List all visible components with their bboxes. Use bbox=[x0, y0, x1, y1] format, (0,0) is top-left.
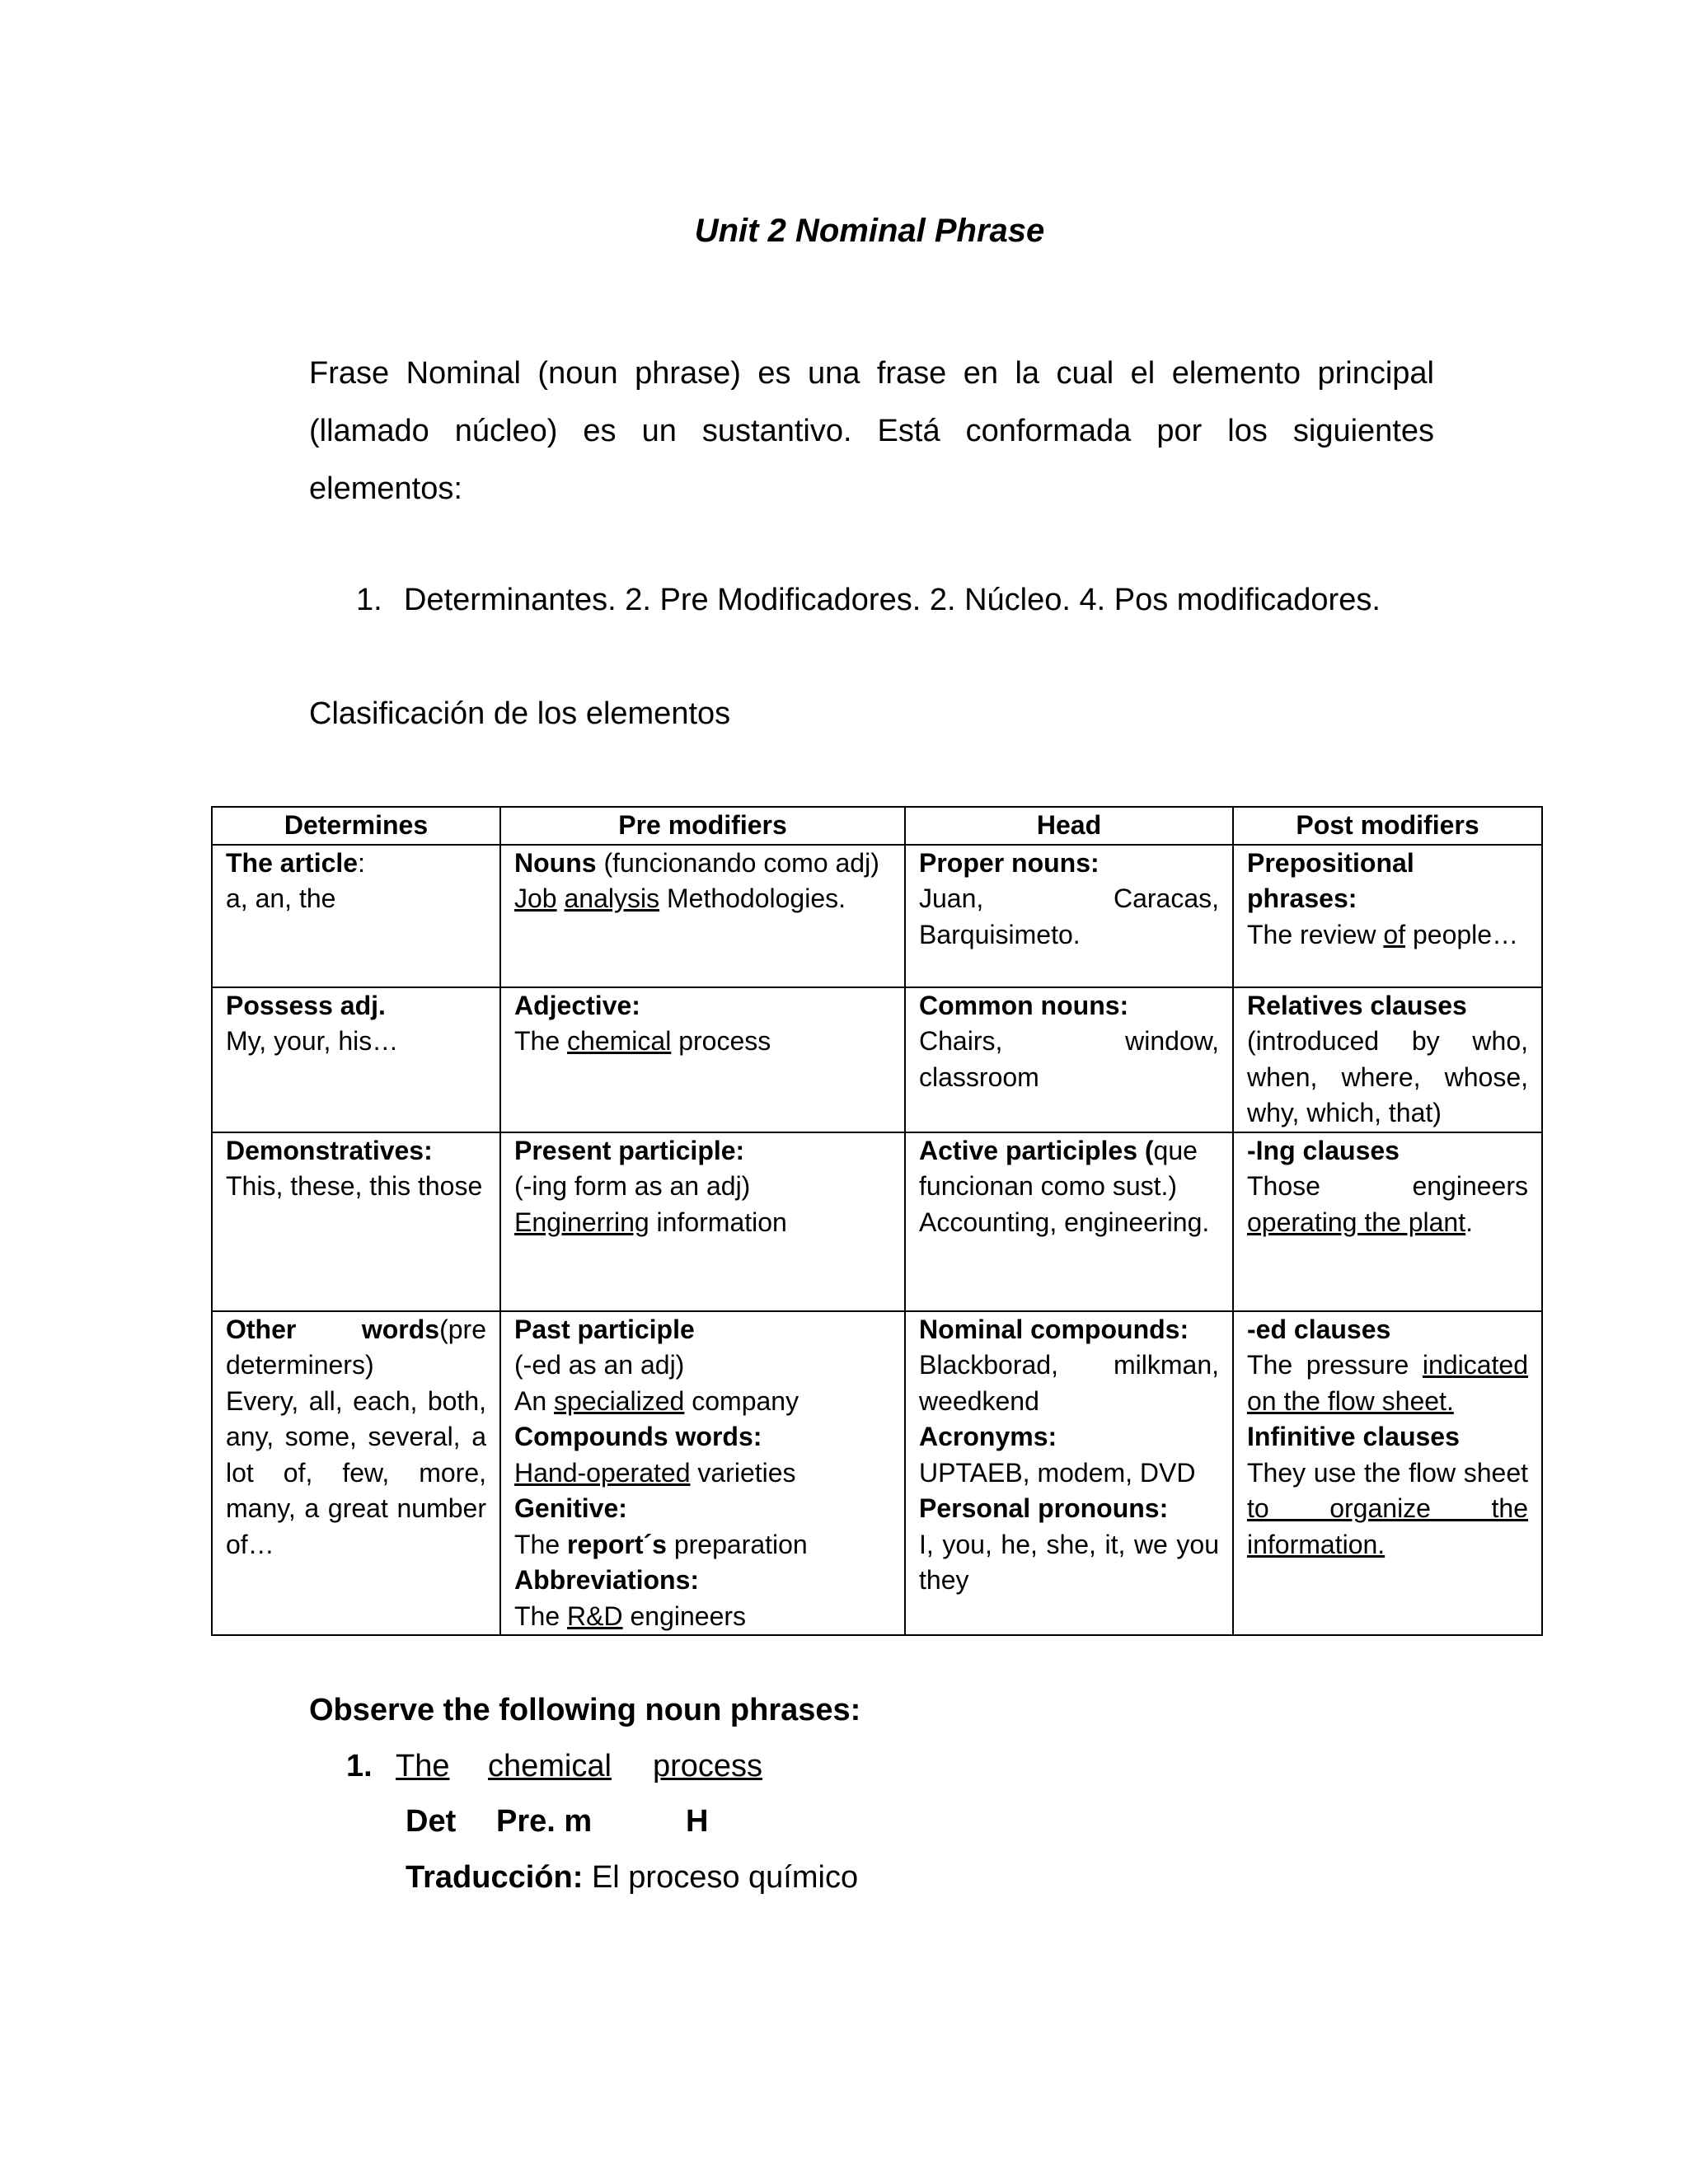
cell-text: They use the flow sheet bbox=[1247, 1457, 1528, 1488]
cell-label: Possess adj. bbox=[226, 990, 386, 1020]
cell-label: Common nouns: bbox=[919, 990, 1129, 1020]
cell-text: An bbox=[514, 1385, 547, 1416]
cell-text: (-ing form as an adj) bbox=[514, 1171, 751, 1201]
noun-phrase-elements-table bbox=[211, 806, 1543, 1636]
underlined-word: specialized bbox=[554, 1385, 685, 1416]
intro-paragraph: Frase Nominal (noun phrase) es una frase en la cual el elemento principal (llamado núcleo) es un sustantivo. Está conformada por los siguientes elementos: bbox=[309, 356, 1434, 506]
cell-text: My, your, his… bbox=[226, 1026, 399, 1056]
example-word-head: process bbox=[653, 1749, 763, 1783]
cell-nouns bbox=[500, 845, 905, 987]
cell-nominal-compounds bbox=[905, 1311, 1233, 1636]
cell-adjective bbox=[500, 987, 905, 1132]
underlined-phrase: to organize the information. bbox=[1247, 1493, 1528, 1559]
header-pre-modifiers: Pre modifiers bbox=[500, 807, 905, 845]
example-tag-det: Det bbox=[406, 1804, 457, 1839]
cell-demonstratives bbox=[212, 1132, 500, 1311]
example-tag-head: H bbox=[686, 1804, 709, 1839]
cell-text: Juan, Caracas, Barquisimeto. bbox=[919, 883, 1219, 949]
underlined-word: Hand-operated bbox=[514, 1457, 691, 1488]
example-tag-premod: Pre. m bbox=[496, 1804, 593, 1839]
cell-label: Prepositional phrases: bbox=[1247, 847, 1414, 913]
cell-text: que funcionan como sust.) bbox=[919, 1135, 1198, 1201]
table-header-row bbox=[212, 807, 1542, 845]
table-row bbox=[212, 1311, 1542, 1636]
cell-text: I, you, he, she, it, we you they bbox=[919, 1529, 1219, 1595]
cell-text: process bbox=[678, 1026, 771, 1056]
example-word-det: The bbox=[396, 1749, 450, 1783]
cell-article bbox=[212, 845, 500, 987]
bold-word: report´s bbox=[567, 1529, 667, 1559]
cell-text: engineers bbox=[630, 1601, 747, 1631]
cell-text: preparation bbox=[673, 1529, 808, 1559]
cell-label: Nouns bbox=[514, 847, 597, 878]
cell-text: (pre determiners) bbox=[226, 1314, 486, 1380]
list-number: 1. bbox=[356, 583, 382, 617]
document-title: Unit 2 Nominal Phrase bbox=[694, 213, 1045, 249]
cell-possess-adj bbox=[212, 987, 500, 1132]
underlined-word: analysis bbox=[564, 883, 660, 913]
cell-text: The bbox=[514, 1601, 560, 1631]
cell-text: The bbox=[514, 1026, 560, 1056]
cell-label: Personal pronouns: bbox=[919, 1493, 1169, 1523]
cell-text: Every, all, each, both, any, some, several, a lot of, few, more, many, a great number of… bbox=[226, 1385, 486, 1559]
cell-label: Proper nouns: bbox=[919, 847, 1100, 878]
list-text: Determinantes. 2. Pre Modificadores. 2. Núcleo. 4. Pos modificadores. bbox=[404, 583, 1381, 617]
translation-text: El proceso químico bbox=[591, 1860, 859, 1895]
cell-text: (introduced by who, when, where, whose, why, which, that) bbox=[1247, 1026, 1528, 1127]
cell-label: Acronyms: bbox=[919, 1422, 1057, 1451]
table-row bbox=[212, 1132, 1542, 1311]
cell-label: Infinitive clauses bbox=[1247, 1422, 1460, 1451]
cell-ed-clauses bbox=[1233, 1311, 1542, 1636]
cell-label: Active participles ( bbox=[919, 1135, 1154, 1165]
cell-text: Accounting, engineering. bbox=[919, 1207, 1210, 1237]
cell-text: The pressure bbox=[1247, 1350, 1409, 1380]
cell-other-words bbox=[212, 1311, 500, 1636]
underlined-phrase: operating the plant bbox=[1247, 1207, 1466, 1237]
cell-label: Genitive: bbox=[514, 1493, 627, 1523]
underlined-word: Job bbox=[514, 883, 557, 913]
cell-text: (funcionando como adj) bbox=[603, 847, 879, 878]
cell-label: Relatives clauses bbox=[1247, 990, 1467, 1020]
cell-text: . bbox=[1465, 1207, 1473, 1237]
table-row bbox=[212, 845, 1542, 987]
cell-text: Those engineers bbox=[1247, 1171, 1528, 1201]
cell-label: Adjective: bbox=[514, 990, 640, 1020]
cell-prepositional-phrases bbox=[1233, 845, 1542, 987]
example-translation bbox=[406, 1854, 858, 1900]
header-determines: Determines bbox=[212, 807, 500, 845]
cell-text: UPTAEB, modem, DVD bbox=[919, 1457, 1196, 1488]
cell-label: Other words bbox=[226, 1314, 440, 1344]
underlined-word: chemical bbox=[567, 1026, 672, 1056]
cell-label: Nominal compounds: bbox=[919, 1314, 1189, 1344]
header-head: Head bbox=[905, 807, 1233, 845]
cell-common-nouns bbox=[905, 987, 1233, 1132]
underlined-word: Enginerring bbox=[514, 1207, 649, 1237]
cell-text: (-ed as an adj) bbox=[514, 1350, 685, 1380]
examples-heading: Observe the following noun phrases: bbox=[309, 1693, 861, 1727]
cell-label: Past participle bbox=[514, 1314, 695, 1344]
cell-label: -Ing clauses bbox=[1247, 1135, 1400, 1165]
example-word-premod: chemical bbox=[488, 1749, 612, 1783]
underlined-word: R&D bbox=[567, 1601, 623, 1631]
cell-label: Present participle: bbox=[514, 1135, 745, 1165]
cell-text: information bbox=[656, 1207, 787, 1237]
cell-text: This, these, this those bbox=[226, 1171, 483, 1201]
cell-active-participles bbox=[905, 1132, 1233, 1311]
table-row bbox=[212, 987, 1542, 1132]
cell-past-participle bbox=[500, 1311, 905, 1636]
cell-text: Chairs, window, classroom bbox=[919, 1026, 1219, 1092]
translation-label: Traducción: bbox=[406, 1860, 584, 1895]
cell-text: : bbox=[358, 847, 365, 878]
cell-label: -ed clauses bbox=[1247, 1314, 1391, 1344]
underlined-word: of bbox=[1383, 919, 1406, 949]
cell-text: The review bbox=[1247, 919, 1376, 949]
cell-text: varieties bbox=[697, 1457, 796, 1488]
cell-text: people… bbox=[1412, 919, 1519, 949]
cell-ing-clauses bbox=[1233, 1132, 1542, 1311]
cell-text: company bbox=[692, 1385, 799, 1416]
classification-heading: Clasificación de los elementos bbox=[309, 696, 731, 731]
cell-label: Demonstratives: bbox=[226, 1135, 433, 1165]
cell-text: Methodologies. bbox=[666, 883, 846, 913]
example-number: 1. bbox=[346, 1749, 373, 1783]
cell-proper-nouns bbox=[905, 845, 1233, 987]
cell-label: The article bbox=[226, 847, 359, 878]
cell-text: The bbox=[514, 1529, 560, 1559]
cell-label: Compounds words: bbox=[514, 1422, 762, 1451]
underlined-phrase: indicated on the flow sheet. bbox=[1247, 1350, 1529, 1416]
cell-text: a, an, the bbox=[226, 883, 336, 913]
cell-label: Abbreviations: bbox=[514, 1565, 700, 1595]
cell-relatives-clauses bbox=[1233, 987, 1542, 1132]
cell-present-participle bbox=[500, 1132, 905, 1311]
cell-text: Blackborad, milkman, weedkend bbox=[919, 1350, 1219, 1416]
header-post-modifiers: Post modifiers bbox=[1233, 807, 1542, 845]
